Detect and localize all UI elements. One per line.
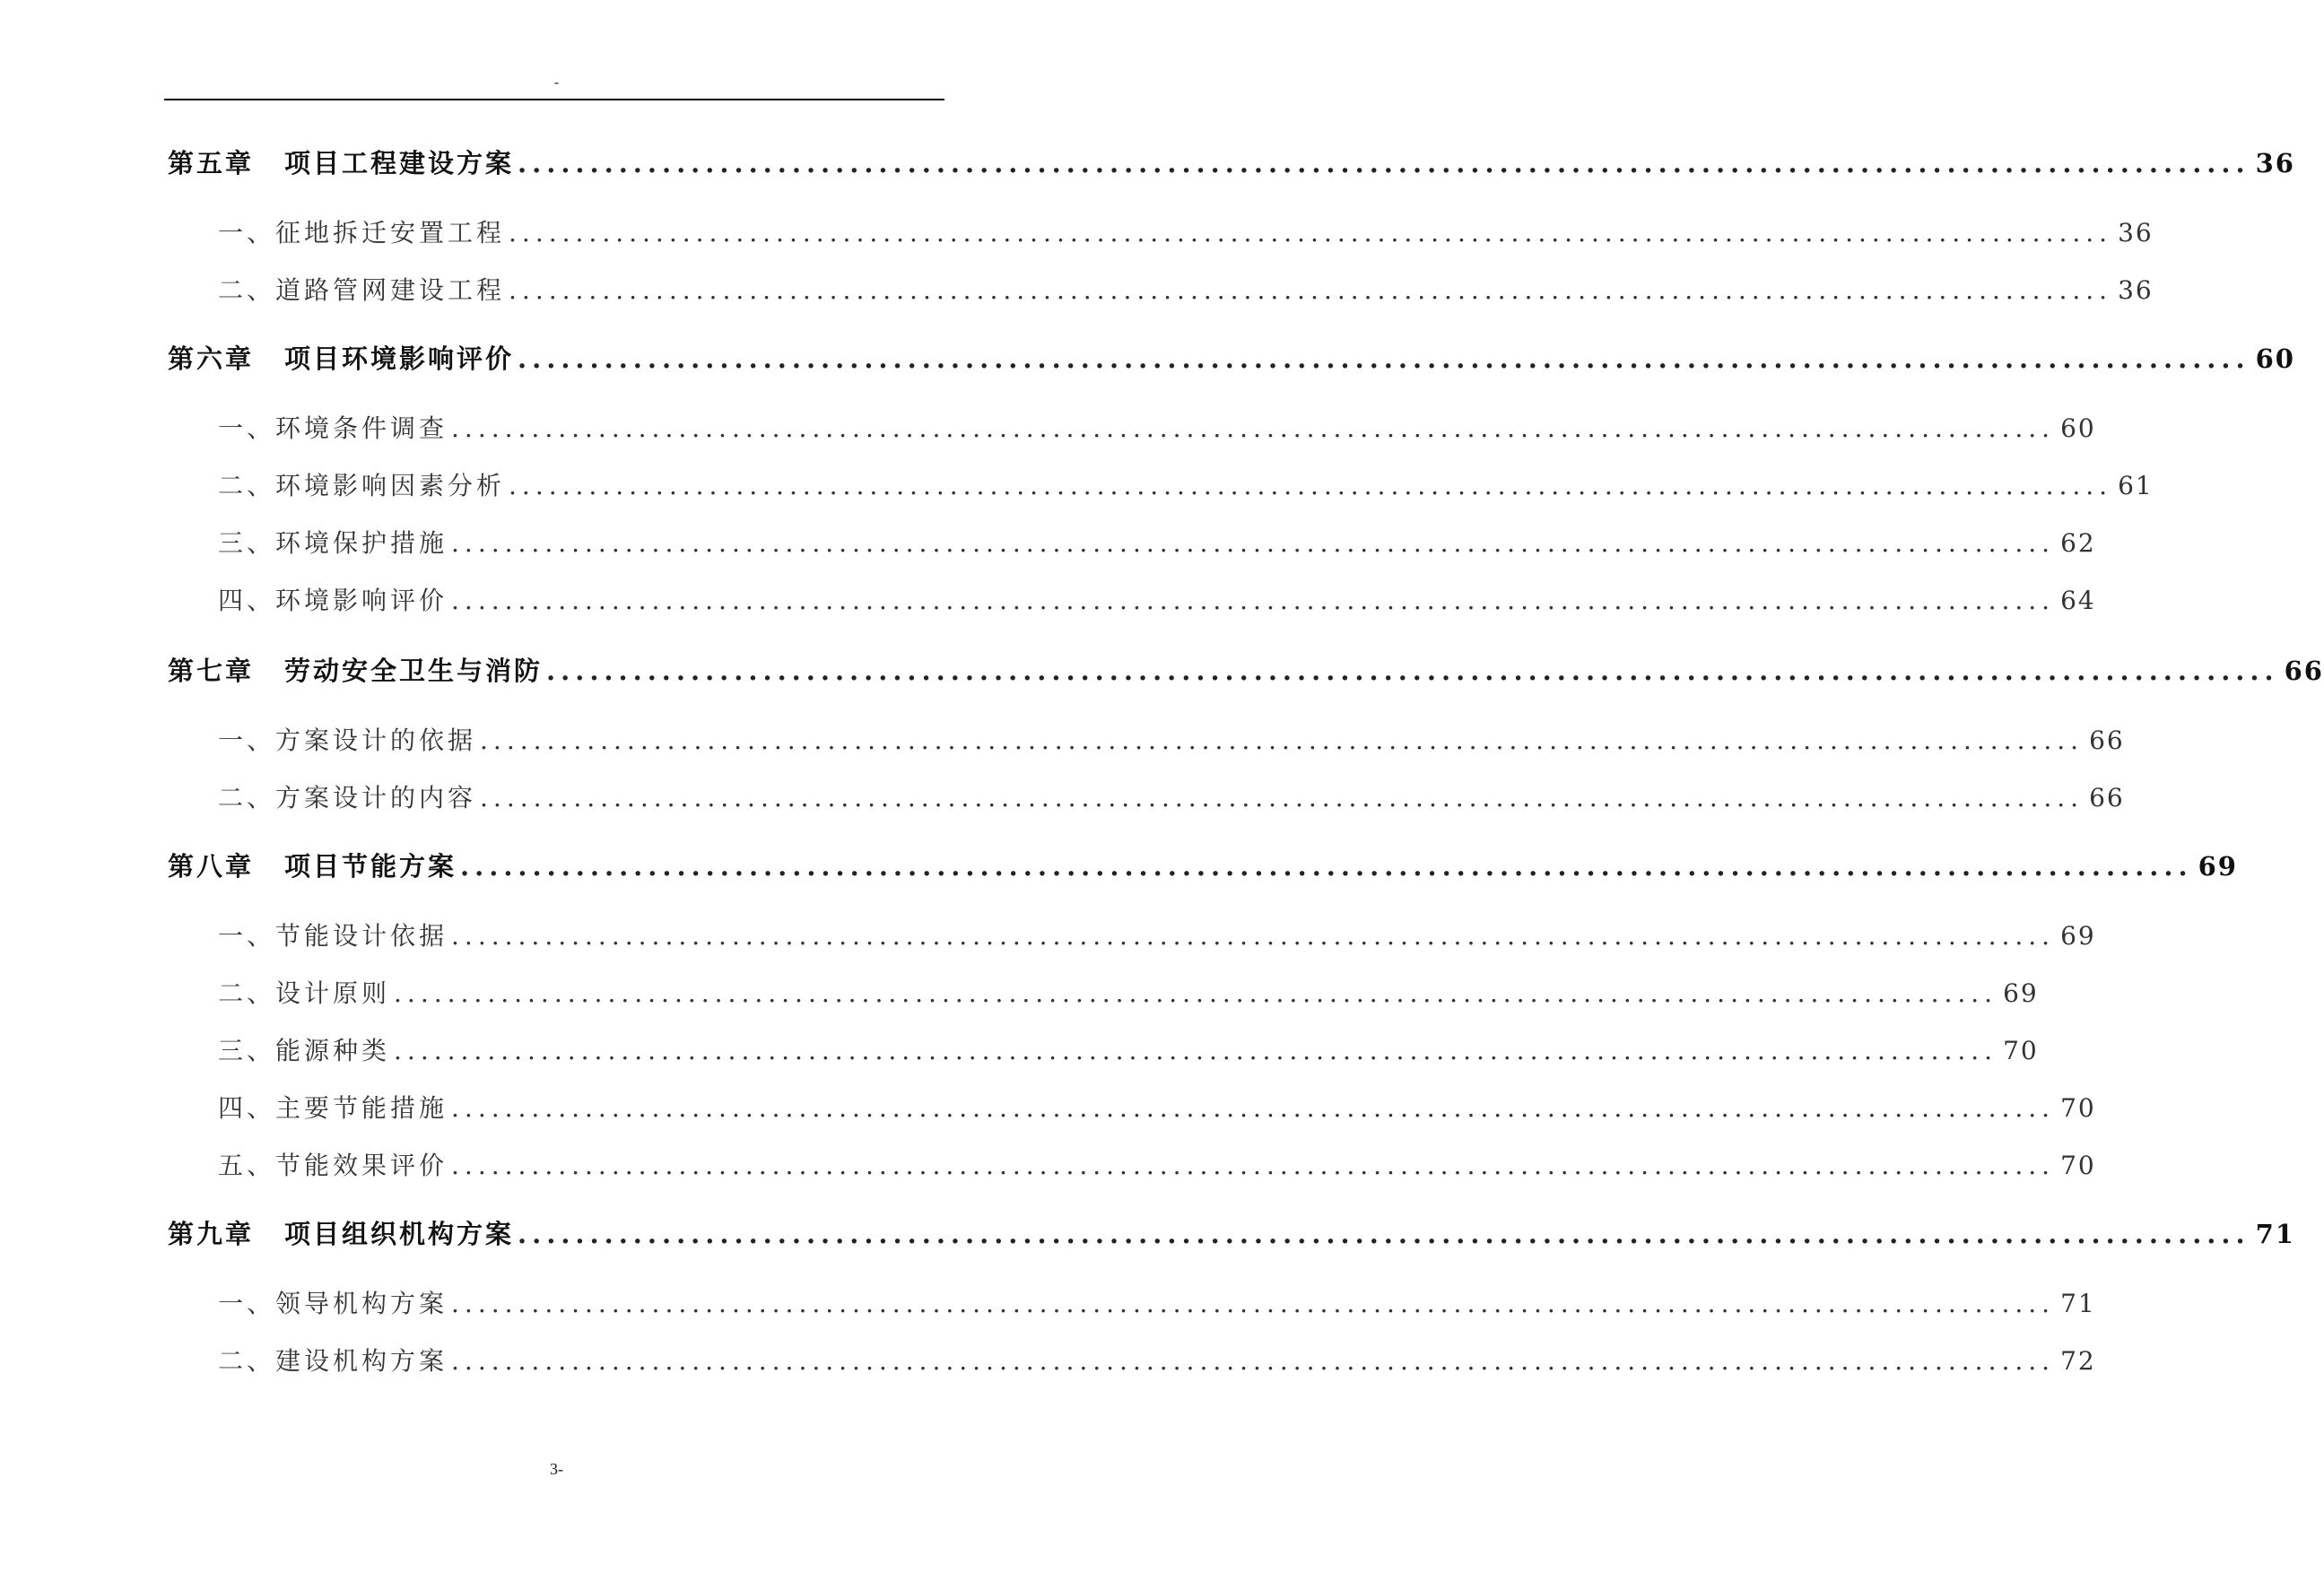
page-number: 71 — [2060, 1289, 2096, 1318]
dot-leader: ........................................................................................................................ — [518, 343, 2250, 374]
section-title: 环境条件调查 — [275, 413, 448, 443]
chapter-title: 项目组织机构方案 — [284, 1219, 515, 1249]
chapter-number: 第九章 — [168, 1219, 255, 1249]
dot-leader: ........................................................................................................................ — [451, 1289, 2056, 1318]
toc-section[interactable] — [218, 583, 2096, 619]
page-number: 36 — [2255, 148, 2295, 178]
section-number: 一、 — [218, 413, 276, 443]
toc-section[interactable] — [218, 1343, 2096, 1379]
dot-leader: ........................................................................................................................ — [460, 851, 2193, 882]
page-number: 36 — [2118, 275, 2154, 305]
toc-section[interactable] — [218, 468, 2154, 504]
dot-leader: ........................................................................................................................ — [480, 726, 2085, 755]
page-number: 62 — [2060, 528, 2096, 558]
dot-leader: ........................................................................................................................ — [451, 1346, 2056, 1376]
section-number: 三、 — [218, 528, 276, 558]
header-mark: - — [553, 74, 560, 91]
toc-section[interactable] — [218, 723, 2125, 759]
toc-section[interactable] — [218, 215, 2154, 251]
section-title: 环境影响因素分析 — [275, 471, 506, 500]
section-title: 主要节能措施 — [275, 1093, 448, 1123]
page-number: 61 — [2118, 471, 2154, 500]
toc-chapter-5[interactable] — [168, 145, 2295, 181]
page-number: 66 — [2089, 726, 2125, 755]
toc-section[interactable] — [218, 1091, 2096, 1126]
section-number: 一、 — [218, 726, 276, 755]
section-number: 五、 — [218, 1151, 276, 1180]
toc-chapter-8[interactable] — [168, 848, 2238, 884]
section-number: 一、 — [218, 1289, 276, 1318]
section-title: 领导机构方案 — [275, 1289, 448, 1318]
chapter-title: 项目节能方案 — [284, 851, 457, 882]
toc-chapter-7[interactable] — [168, 653, 2324, 689]
section-number: 二、 — [218, 978, 276, 1008]
section-title: 方案设计的依据 — [275, 726, 477, 755]
page-number: 70 — [2003, 1036, 2039, 1065]
dot-leader: ........................................................................................................................ — [451, 1151, 2056, 1180]
chapter-title: 项目环境影响评价 — [284, 343, 515, 374]
chapter-title: 劳动安全卫生与消防 — [284, 656, 544, 686]
chapter-number: 第八章 — [168, 851, 255, 882]
dot-leader: ........................................................................................................................ — [518, 1219, 2250, 1249]
section-title: 建设机构方案 — [275, 1346, 448, 1376]
dot-leader: ........................................................................................................................ — [451, 528, 2056, 558]
toc-chapter-9[interactable] — [168, 1216, 2295, 1252]
toc-section[interactable] — [218, 1286, 2096, 1322]
toc-chapter-6[interactable] — [168, 341, 2295, 377]
section-number: 四、 — [218, 586, 276, 615]
toc-section[interactable] — [218, 273, 2154, 309]
chapter-number: 第六章 — [168, 343, 255, 374]
page-number: 70 — [2060, 1151, 2096, 1180]
toc-section[interactable] — [218, 1033, 2039, 1069]
toc-section[interactable] — [218, 780, 2125, 816]
section-title: 征地拆迁安置工程 — [275, 218, 506, 248]
dot-leader: ........................................................................................................................ — [451, 586, 2056, 615]
section-title: 设计原则 — [275, 978, 391, 1008]
dot-leader: ........................................................................................................................ — [509, 275, 2113, 305]
section-number: 一、 — [218, 921, 276, 951]
dot-leader: ........................................................................................................................ — [394, 978, 1998, 1008]
section-title: 道路管网建设工程 — [275, 275, 506, 305]
section-number: 三、 — [218, 1036, 276, 1065]
section-title: 节能效果评价 — [275, 1151, 448, 1180]
dot-leader: ........................................................................................................................ — [451, 921, 2056, 951]
section-title: 节能设计依据 — [275, 921, 448, 951]
toc-section[interactable] — [218, 1148, 2096, 1184]
toc-section[interactable] — [218, 526, 2096, 561]
dot-leader: ........................................................................................................................ — [509, 218, 2113, 248]
section-number: 二、 — [218, 1346, 276, 1376]
page-number: 72 — [2060, 1346, 2096, 1376]
toc-section[interactable] — [218, 411, 2096, 447]
chapter-number: 第五章 — [168, 148, 255, 178]
page-number: 70 — [2060, 1093, 2096, 1123]
page-number: 66 — [2089, 783, 2125, 813]
page-number: 71 — [2255, 1219, 2295, 1249]
dot-leader: ........................................................................................................................ — [480, 783, 2085, 813]
chapter-title: 项目工程建设方案 — [284, 148, 515, 178]
page-number: 64 — [2060, 586, 2096, 615]
section-number: 四、 — [218, 1093, 276, 1123]
dot-leader: ........................................................................................................................ — [546, 656, 2279, 686]
dot-leader: ........................................................................................................................ — [451, 1093, 2056, 1123]
chapter-number: 第七章 — [168, 656, 255, 686]
page-number: 69 — [2003, 978, 2039, 1008]
dot-leader: ........................................................................................................................ — [518, 148, 2250, 178]
section-title: 方案设计的内容 — [275, 783, 477, 813]
dot-leader: ........................................................................................................................ — [394, 1036, 1998, 1065]
section-title: 环境影响评价 — [275, 586, 448, 615]
footer-page-number: 3- — [550, 1460, 563, 1478]
page-number: 69 — [2060, 921, 2096, 951]
section-number: 二、 — [218, 471, 276, 500]
section-title: 环境保护措施 — [275, 528, 448, 558]
toc-section[interactable] — [218, 976, 2039, 1012]
section-number: 一、 — [218, 218, 276, 248]
dot-leader: ........................................................................................................................ — [451, 413, 2056, 443]
page-number: 60 — [2255, 343, 2295, 374]
toc-section[interactable] — [218, 918, 2096, 954]
page-number: 66 — [2284, 656, 2324, 686]
section-number: 二、 — [218, 275, 276, 305]
page-number: 36 — [2118, 218, 2154, 248]
section-number: 二、 — [218, 783, 276, 813]
page-number: 69 — [2198, 851, 2238, 882]
section-title: 能源种类 — [275, 1036, 391, 1065]
page-number: 60 — [2060, 413, 2096, 443]
dot-leader: ........................................................................................................................ — [509, 471, 2113, 500]
